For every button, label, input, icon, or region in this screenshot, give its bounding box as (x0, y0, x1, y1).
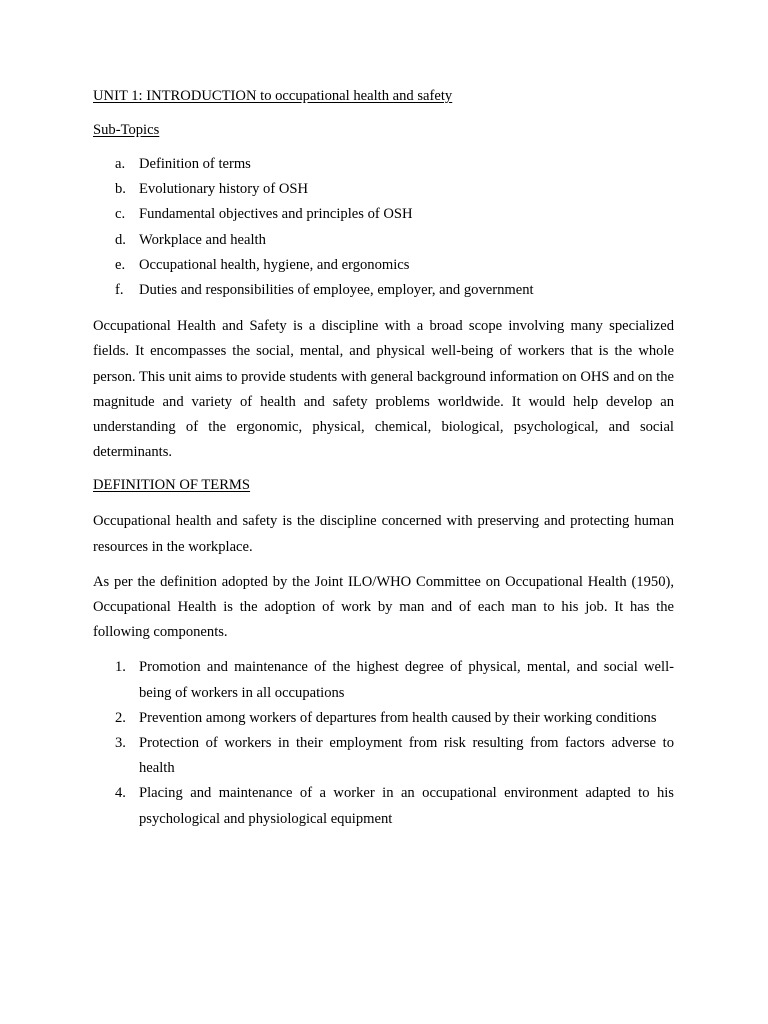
list-marker: e. (115, 256, 126, 273)
list-marker: 4. (115, 785, 126, 802)
list-item (93, 228, 674, 253)
list-marker: 2. (115, 709, 126, 726)
list-item-text: Promotion and maintenance of the highest degree of physical, mental, and social well-being of workers in all occupations (139, 659, 674, 701)
list-item-text: Placing and maintenance of a worker in an occupational environment adapted to his psychological and physiological equipment (139, 785, 674, 827)
document-page (93, 86, 674, 832)
list-item (93, 177, 674, 202)
list-marker: 1. (115, 659, 126, 676)
list-item (93, 278, 674, 303)
list-marker: b. (115, 181, 126, 198)
unit-title: UNIT 1: INTRODUCTION to occupational health and safety (93, 88, 453, 104)
list-marker: 3. (115, 735, 126, 752)
components-list (93, 655, 674, 831)
list-marker: a. (115, 156, 126, 172)
list-item-text: Duties and responsibilities of employee, employer, and government (139, 282, 534, 299)
list-marker: f. (115, 282, 124, 299)
list-marker: c. (115, 206, 126, 223)
list-item-text: Fundamental objectives and principles of OSH (139, 206, 413, 223)
subtopics-list (93, 152, 674, 303)
list-item (93, 731, 674, 781)
list-item (93, 781, 674, 831)
list-item-text: Workplace and health (139, 231, 266, 248)
intro-paragraph: Occupational Health and Safety is a discipline with a broad scope involving many specialized fields. It encompasses the social, mental, and physical well-being of workers that is the whole person. This unit aims to provide students with general background information on OHS and on the magnitude and variety of health and safety problems worldwide. It would help develop an understanding of the ergonomic, physical, chemical, biological, psychological, and social determinants. (93, 318, 674, 461)
list-item (93, 202, 674, 227)
subtopics-heading: Sub-Topics (93, 122, 160, 138)
list-item (93, 253, 674, 278)
list-item-text: Protection of workers in their employment from risk resulting from factors adverse to health (139, 735, 674, 777)
list-item-text: Definition of terms (139, 156, 251, 172)
list-item-text: Prevention among workers of departures from health caused by their working conditions (139, 709, 657, 726)
list-item-text: Occupational health, hygiene, and ergonomics (139, 256, 410, 273)
list-item-text: Evolutionary history of OSH (139, 181, 309, 198)
definition-paragraph-2: As per the definition adopted by the Joint ILO/WHO Committee on Occupational Health (1950), Occupational Health is the adoption of work by man and of each man to his job. It has the following components. (93, 573, 674, 641)
list-marker: d. (115, 231, 126, 248)
list-item (93, 655, 674, 705)
list-item (93, 706, 674, 731)
definition-paragraph-1: Occupational health and safety is the discipline concerned with preserving and protecting human resources in the workplace. (93, 513, 674, 555)
definitions-heading: DEFINITION OF TERMS (93, 477, 251, 494)
list-item (93, 152, 674, 177)
